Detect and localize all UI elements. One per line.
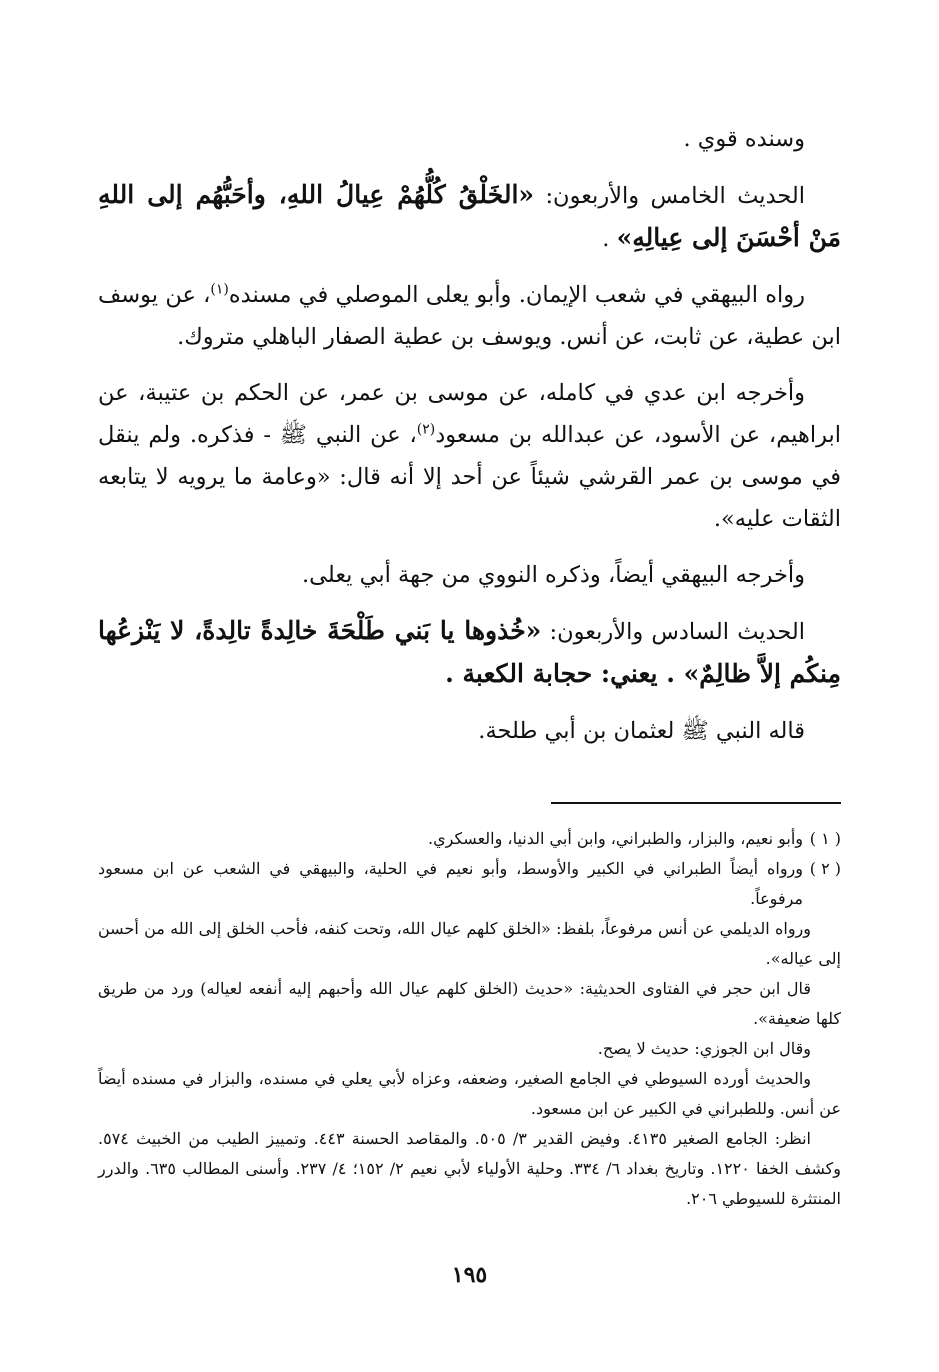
hadith-45-end: . — [602, 226, 617, 252]
hadith-45-text: «الخَلْقُ كُلُّهُمْ عِيالُ اللهِ، وأحَبُّهُم إلى اللهِ مَنْ أحْسَنَ إلى عِيالِهِ» — [98, 180, 841, 252]
paragraph-bayhaqi-nawawi: وأخرجه البيهقي أيضاً، وذكره النووي من جهة أبي يعلى. — [301, 562, 805, 588]
footnote-2-ibn-jawzi: وقال ابن الجوزي: حديث لا يصح. — [597, 1039, 811, 1058]
main-text — [98, 118, 841, 752]
page-number: ١٩٥ — [451, 1262, 488, 1288]
footnote-2: ( ٢ )ورواه أيضاً الطبراني في الكبير والأوسط، وأبو نعيم في الحلية، والبيهقي في الشعب عن ابن مسعود مرفوعاً. — [98, 854, 841, 914]
footnote-2-references: انظر: الجامع الصغير ٤١٣٥. وفيض القدير ٣/ ٥٠٥. والمقاصد الحسنة ٤٤٣. وتمييز الطيب من الخبيث ٥٧٤. وكشف الخفا ١٢٢٠. وتاريخ بغداد ٦/ ٣٣٤. وحلية الأولياء لأبي نعيم ٢/ ١٥٢؛ ٤/ ٢٣٧. وأسنى المطالب ٦٣٥. والدرر المنتثرة للسيوطي ٢٠٦. — [98, 1129, 842, 1208]
footnote-1: ( ١ )وأبو نعيم، والبزار، والطبراني، وابن أبي الدنيا، والعسكري. — [98, 824, 841, 854]
footnote-divider — [551, 802, 841, 804]
paragraph-uthman: قاله النبي ﷺ لعثمان بن أبي طلحة. — [478, 718, 805, 744]
hadith-46-intro: الحديث السادس والأربعون: — [541, 619, 805, 645]
footnote-2-number: ( ٢ ) — [809, 859, 841, 878]
paragraph-hadith-45 — [98, 174, 841, 260]
footnote-2-suyuti: والحديث أورده السيوطي في الجامع الصغير، وضعفه، وعزاه لأبي يعلي في مسنده، والبزار في مسنده أيضاً عن أنس. وللطبراني في الكبير عن ابن مسعود. — [98, 1069, 841, 1118]
footnotes — [98, 824, 841, 1214]
footnote-2-ibn-hajar: قال ابن حجر في الفتاوى الحديثية: «حديث (الخلق كلهم عيال الله وأحبهم إليه أنفعه لعياله) ورد من طريق كلها ضعيفة». — [98, 979, 841, 1028]
paragraph-bayhaqi: رواه البيهقي في شعب الإيمان. وأبو يعلى الموصلي في مسنده$^{(١)}$، عن يوسف ابن عطية، عن ثابت، عن أنس. ويوسف بن عطية الصفار الباهلي متروك. — [98, 281, 841, 350]
paragraph-ibn-adi: وأخرجه ابن عدي في كامله، عن موسى بن عمر، عن الحكم بن عتيبة، عن ابراهيم، عن الأسود، عن عبدالله بن مسعود$^{(٢)}$، عن النبي ﷺ - فذكره. ولم ينقل في موسى بن عمر القرشي شيئاً عن أحد إلا أنه قال: «وعامة ما يرويه لا يتابعه الثقات عليه». — [98, 380, 842, 532]
paragraph-hadith-46 — [98, 610, 841, 696]
footnote-ref-2[interactable]: (٢) — [416, 421, 436, 438]
footnote-ref-1[interactable]: (١) — [210, 281, 229, 298]
hadith-45-intro: الحديث الخامس والأربعون: — [534, 183, 806, 209]
paragraph-sanad: وسنده قوي . — [683, 126, 805, 152]
hadith-46-text: «خُذوها يا بَني طَلْحَةَ خالِدةً تالِدةً، لا يَنْزعُها مِنكُم إلاَّ ظالِمٌ» . يعني: حجابة الكعبة . — [98, 616, 841, 688]
footnote-1-number: ( ١ ) — [809, 829, 841, 848]
footnote-2-daylami: ورواه الديلمي عن أنس مرفوعاً، بلفظ: «الخلق كلهم عيال الله، وتحت كنفه، فأحب الخلق إلى الله من أحسن إلى عياله». — [98, 919, 841, 968]
